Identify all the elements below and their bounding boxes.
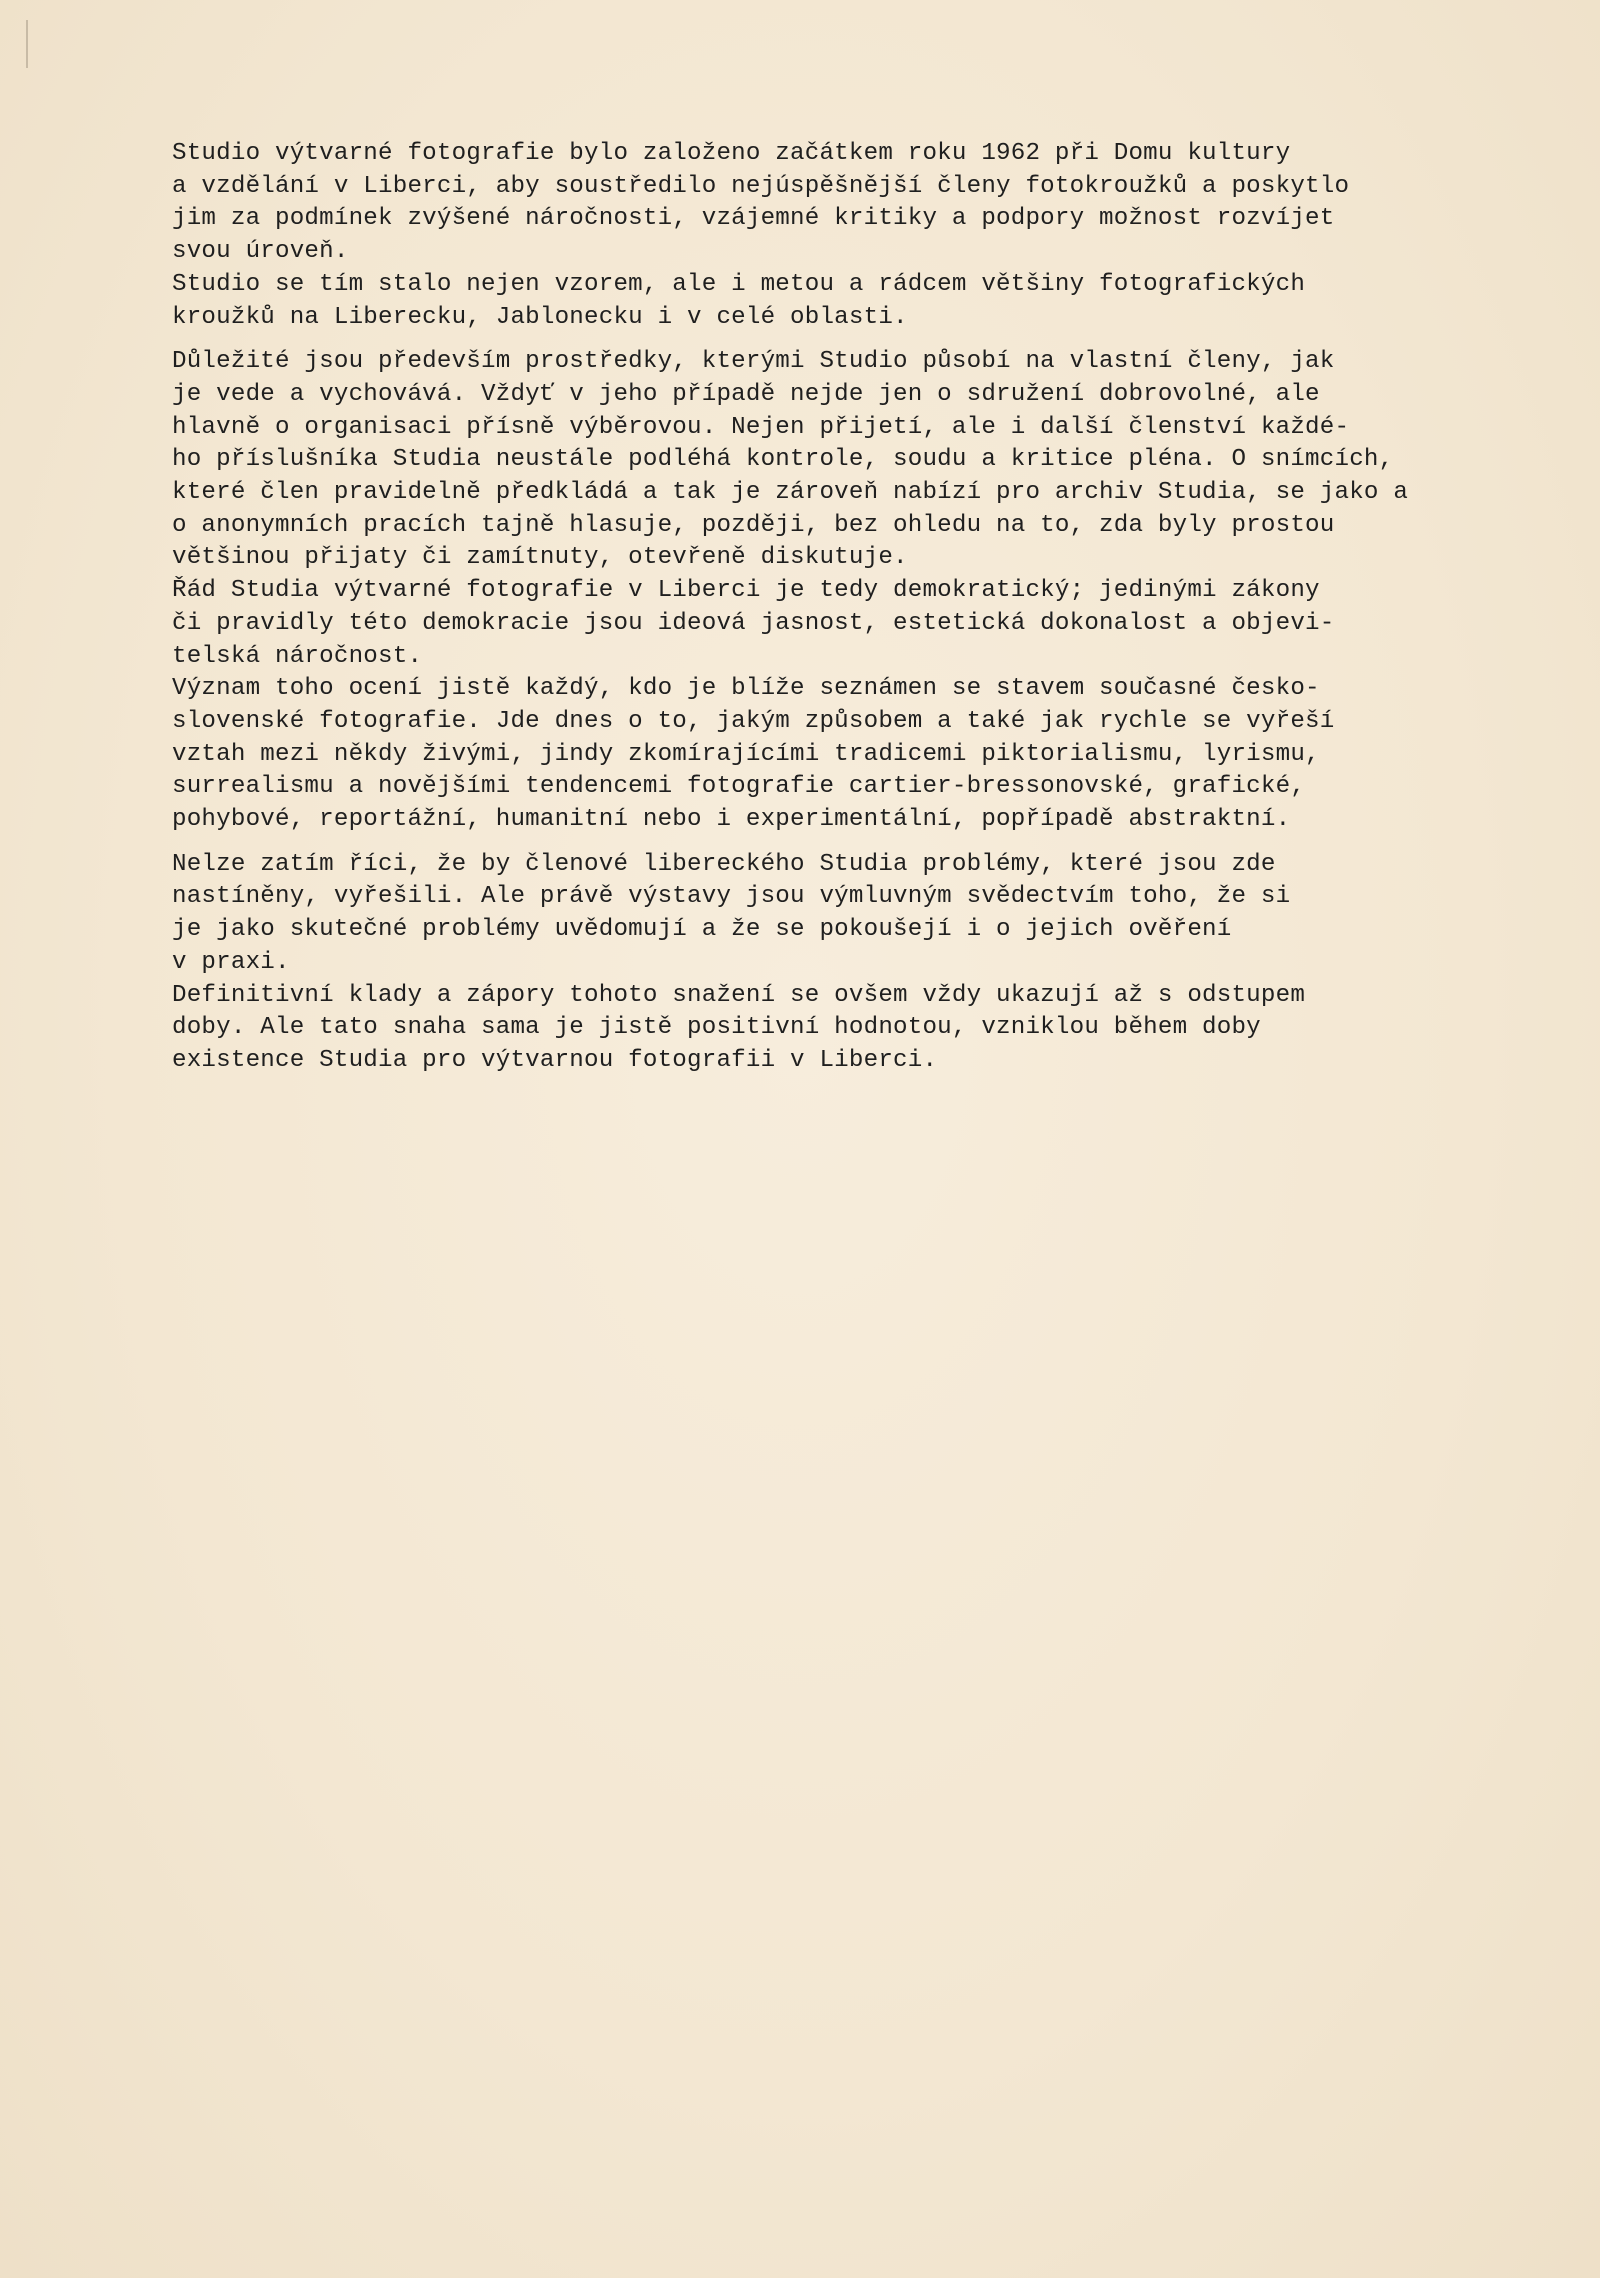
text-line: a vzdělání v Liberci, aby soustředilo nejúspěšnější členy fotokroužků a poskytlo (172, 172, 1350, 200)
paragraph-gap (172, 334, 1552, 346)
typewritten-text (172, 138, 1552, 1078)
text-line: pohybové, reportážní, humanitní nebo i experimentální, popřípadě abstraktní. (172, 806, 1291, 834)
text-line: existence Studia pro výtvarnou fotografii v Liberci. (172, 1046, 938, 1074)
text-line: Studio se tím stalo nejen vzorem, ale i metou a rádcem většiny fotografických (172, 270, 1306, 298)
text-line: ho příslušníka Studia neustále podléhá kontrole, soudu a kritice pléna. O snímcích, (172, 446, 1394, 474)
text-line: slovenské fotografie. Jde dnes o to, jakým způsobem a také jak rychle se vyřeší (172, 707, 1335, 735)
text-line: svou úroveň. (172, 238, 349, 266)
text-line: či pravidly této demokracie jsou ideová jasnost, estetická dokonalost a objevi- (172, 609, 1335, 637)
paragraph-gap (172, 837, 1552, 849)
text-line: jim za podmínek zvýšené náročnosti, vzájemné kritiky a podpory možnost rozvíjet (172, 205, 1335, 233)
text-line: vztah mezi někdy živými, jindy zkomírajícími tradicemi piktorialismu, lyrismu, (172, 740, 1320, 768)
paper-edge-mark (26, 20, 28, 68)
text-line: Řád Studia výtvarné fotografie v Liberci je tedy demokratický; jedinými zákony (172, 577, 1320, 605)
text-line: je jako skutečné problémy uvědomují a že se pokoušejí i o jejich ověření (172, 916, 1232, 944)
text-line: Definitivní klady a zápory tohoto snažení se ovšem vždy ukazují až s odstupem (172, 981, 1306, 1009)
text-line: většinou přijaty či zamítnuty, otevřeně diskutuje. (172, 544, 908, 572)
text-line: surrealismu a novějšími tendencemi fotografie cartier-bressonovské, grafické, (172, 773, 1306, 801)
text-line: je vede a vychovává. Vždyť v jeho případě nejde jen o sdružení dobrovolné, ale (172, 380, 1320, 408)
text-line: Studio výtvarné fotografie bylo založeno začátkem roku 1962 při Domu kultury (172, 140, 1291, 167)
text-line: Význam toho ocení jistě každý, kdo je blíže seznámen se stavem současné česko- (172, 675, 1320, 703)
text-line: doby. Ale tato snaha sama je jistě positivní hodnotou, vzniklou během doby (172, 1014, 1261, 1042)
text-line: Důležité jsou především prostředky, kterými Studio působí na vlastní členy, jak (172, 348, 1335, 376)
text-line: kroužků na Liberecku, Jablonecku i v celé oblasti. (172, 303, 908, 331)
text-line: Nelze zatím říci, že by členové libereckého Studia problémy, které jsou zde (172, 850, 1276, 878)
text-line: které člen pravidelně předkládá a tak je zároveň nabízí pro archiv Studia, se jako a (172, 479, 1409, 507)
text-line: v praxi. (172, 948, 290, 976)
text-line: hlavně o organisaci přísně výběrovou. Nejen přijetí, ale i další členství každé- (172, 413, 1350, 441)
paragraph-1 (172, 138, 1552, 334)
text-line: nastíněny, vyřešili. Ale právě výstavy jsou výmluvným svědectvím toho, že si (172, 883, 1291, 911)
text-line: telská náročnost. (172, 642, 423, 670)
paragraph-2 (172, 346, 1552, 837)
text-line: o anonymních pracích tajně hlasuje, později, bez ohledu na to, zda byly prostou (172, 511, 1335, 539)
paragraph-3 (172, 849, 1552, 1078)
